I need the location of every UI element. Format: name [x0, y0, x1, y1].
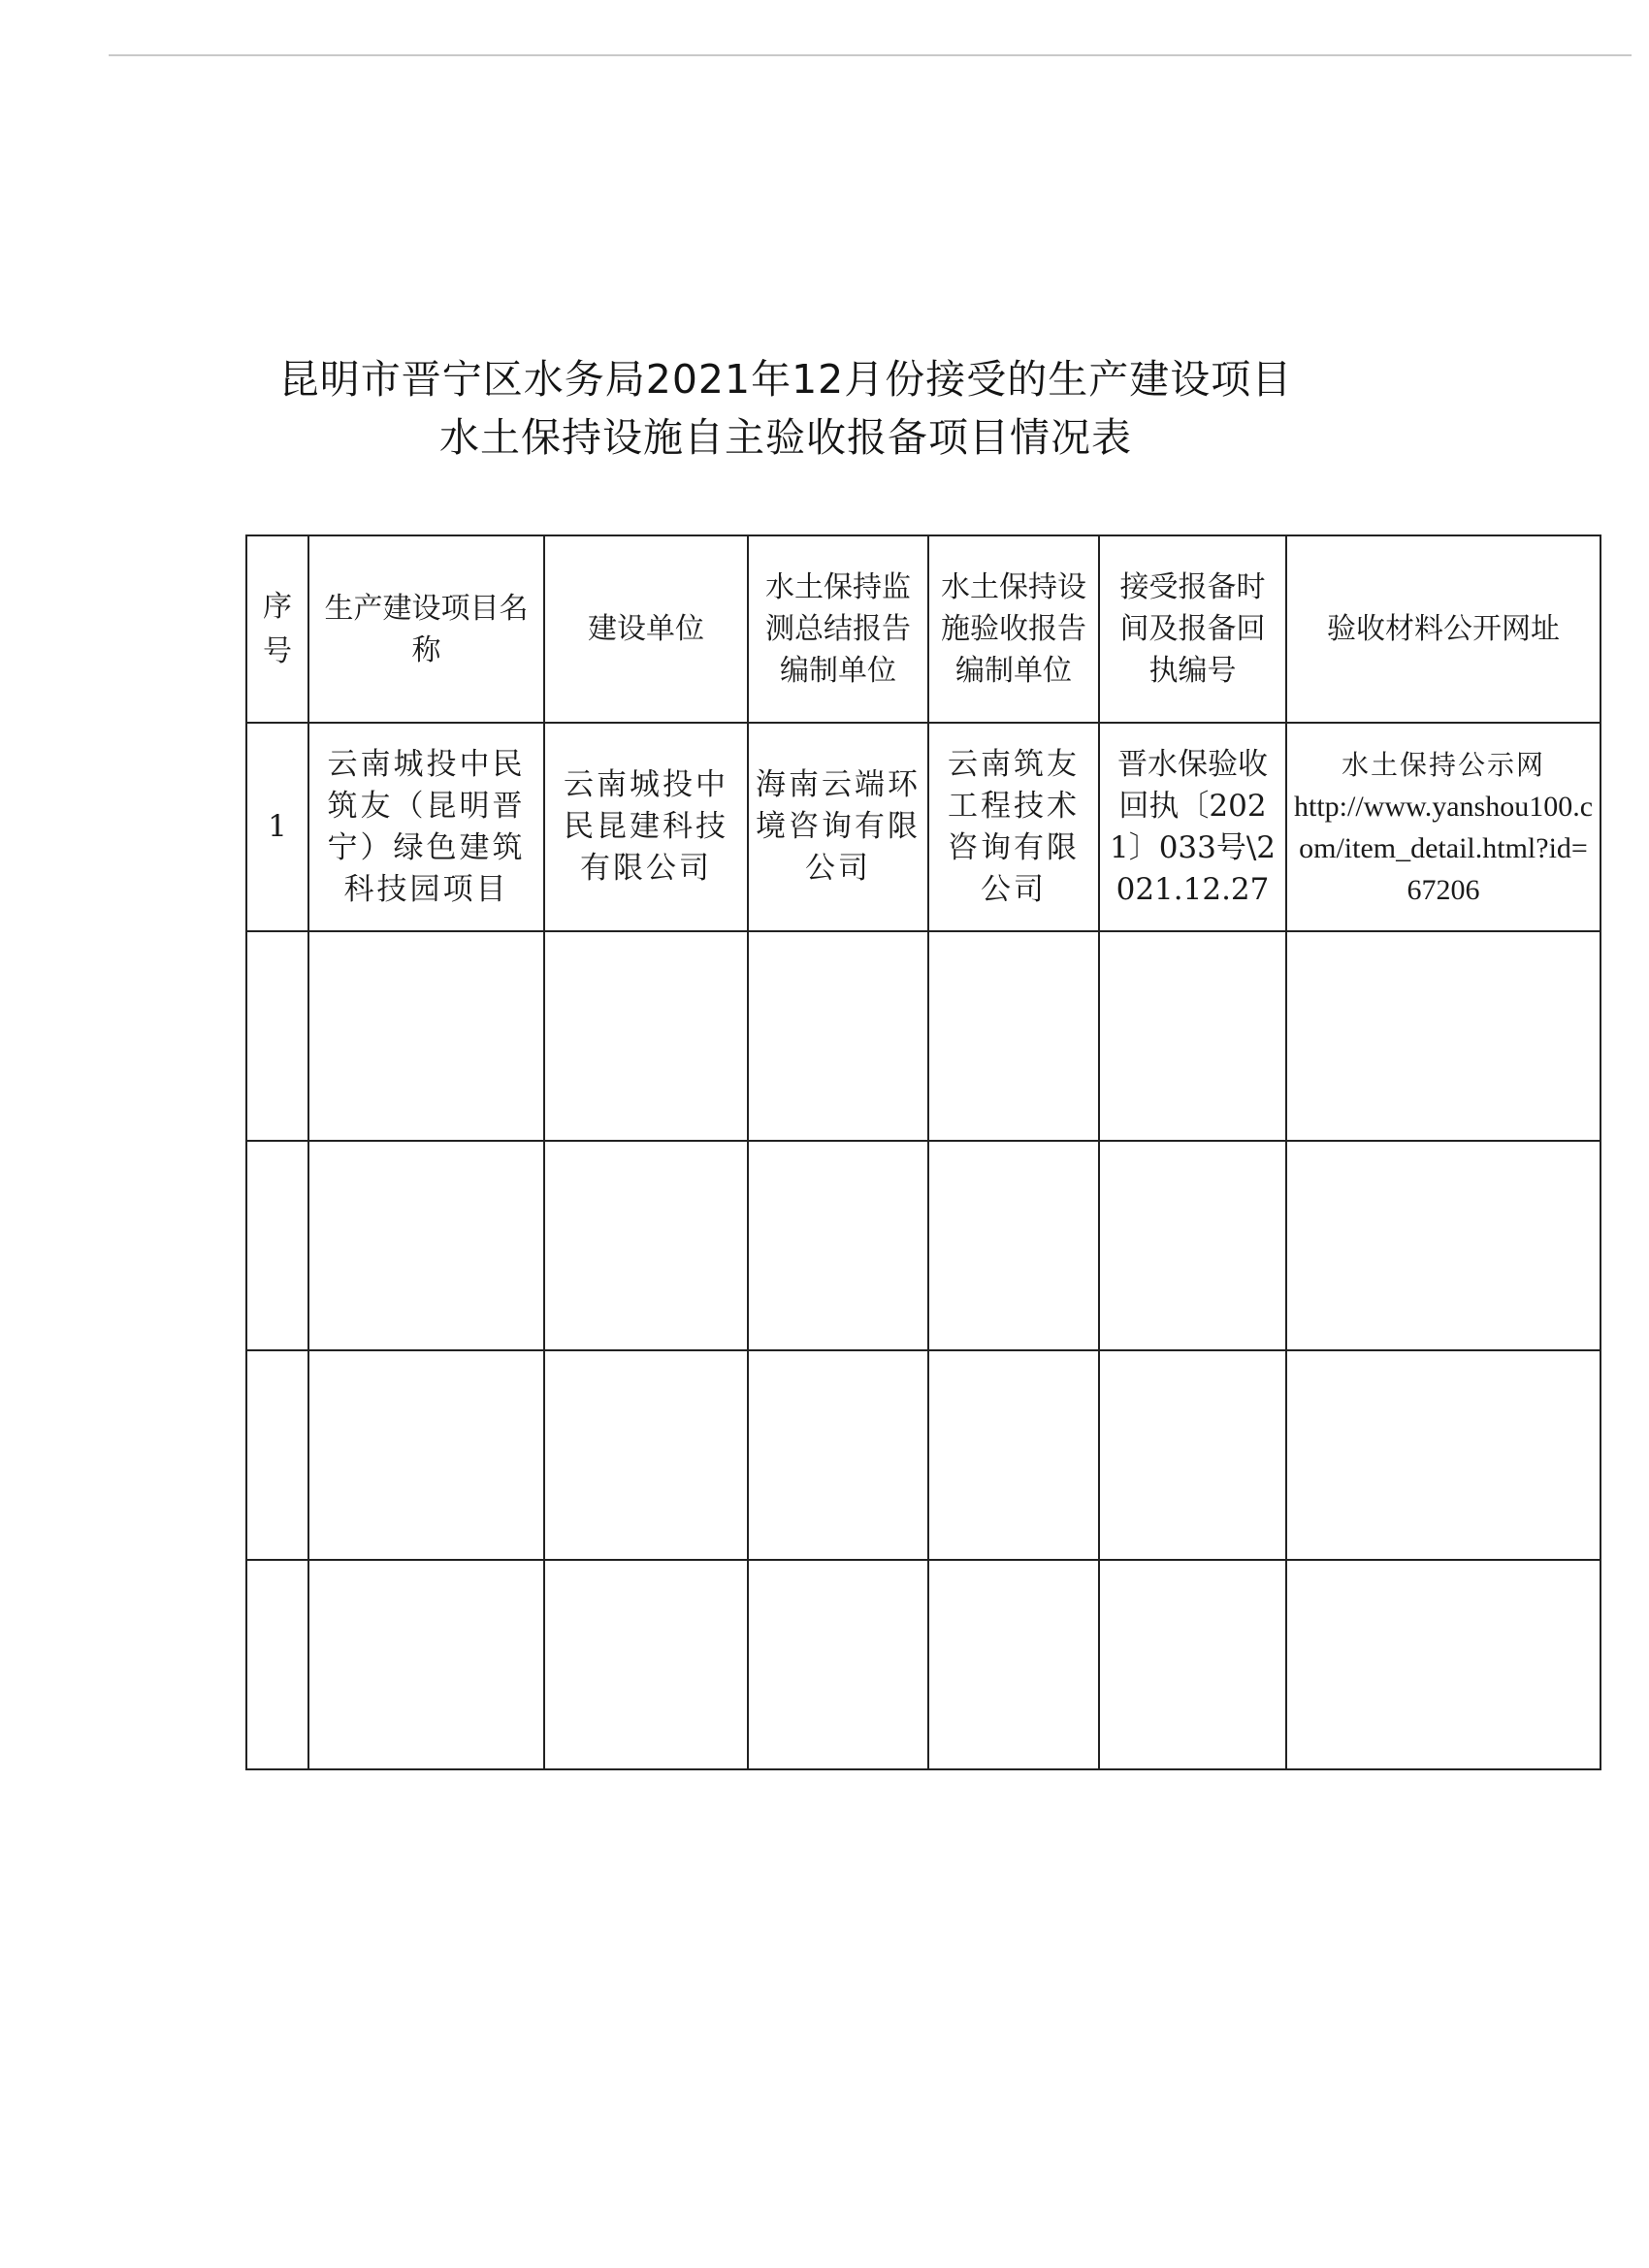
empty-cell	[1099, 1350, 1286, 1560]
empty-cell	[748, 1350, 928, 1560]
header-construction-unit: 建设单位	[544, 535, 748, 723]
empty-cell	[1286, 1141, 1600, 1350]
empty-cell	[544, 931, 748, 1141]
empty-cell	[544, 1141, 748, 1350]
row-monitoring-unit: 海南云端环境咨询有限公司	[748, 723, 928, 931]
header-acceptance-unit: 水土保持设施验收报告编制单位	[928, 535, 1099, 723]
row-url-cell	[1286, 723, 1600, 931]
row-acceptance-unit: 云南筑友工程技术咨询有限公司	[928, 723, 1099, 931]
empty-cell	[544, 1560, 748, 1769]
row-construction-unit: 云南城投中民昆建科技有限公司	[544, 723, 748, 931]
empty-table-row	[246, 1560, 1600, 1769]
document-title-line-2: 水土保持设施自主验收报备项目情况表	[439, 414, 1132, 461]
header-seq: 序号	[246, 535, 308, 723]
empty-cell	[308, 1350, 544, 1560]
empty-cell	[928, 1141, 1099, 1350]
empty-cell	[1099, 1560, 1286, 1769]
header-receipt: 接受报备时间及报备回执编号	[1099, 535, 1286, 723]
empty-cell	[1286, 931, 1600, 1141]
empty-cell	[748, 1141, 928, 1350]
row-receipt: 晋水保验收回执〔2021〕033号\2021.12.27	[1099, 723, 1286, 931]
empty-cell	[1286, 1560, 1600, 1769]
empty-cell	[1099, 931, 1286, 1141]
header-monitoring-unit: 水土保持监测总结报告编制单位	[748, 535, 928, 723]
filing-table	[245, 535, 1601, 1770]
empty-cell	[308, 931, 544, 1141]
row-url: http://www.yanshou100.com/item_detail.html?id=67206	[1293, 790, 1594, 906]
empty-cell	[308, 1560, 544, 1769]
empty-cell	[246, 931, 308, 1141]
empty-cell	[1099, 1141, 1286, 1350]
empty-cell	[246, 1560, 308, 1769]
empty-cell	[246, 1141, 308, 1350]
table-header-row	[246, 535, 1600, 723]
empty-table-row	[246, 931, 1600, 1141]
empty-cell	[544, 1350, 748, 1560]
row-seq: 1	[246, 723, 308, 931]
empty-cell	[928, 1350, 1099, 1560]
empty-cell	[246, 1350, 308, 1560]
empty-table-row	[246, 1141, 1600, 1350]
empty-cell	[748, 931, 928, 1141]
row-project-name: 云南城投中民筑友（昆明晋宁）绿色建筑科技园项目	[308, 723, 544, 931]
document-title-line-1: 昆明市晋宁区水务局2021年12月份接受的生产建设项目	[278, 356, 1293, 403]
row-url-label: 水土保持公示网	[1341, 748, 1545, 781]
top-rule	[109, 54, 1632, 56]
empty-cell	[748, 1560, 928, 1769]
empty-cell	[308, 1141, 544, 1350]
empty-table-row	[246, 1350, 1600, 1560]
empty-cell	[1286, 1350, 1600, 1560]
header-project-name: 生产建设项目名称	[308, 535, 544, 723]
table-row	[246, 723, 1600, 931]
header-url: 验收材料公开网址	[1286, 535, 1600, 723]
empty-cell	[928, 1560, 1099, 1769]
empty-cell	[928, 931, 1099, 1141]
